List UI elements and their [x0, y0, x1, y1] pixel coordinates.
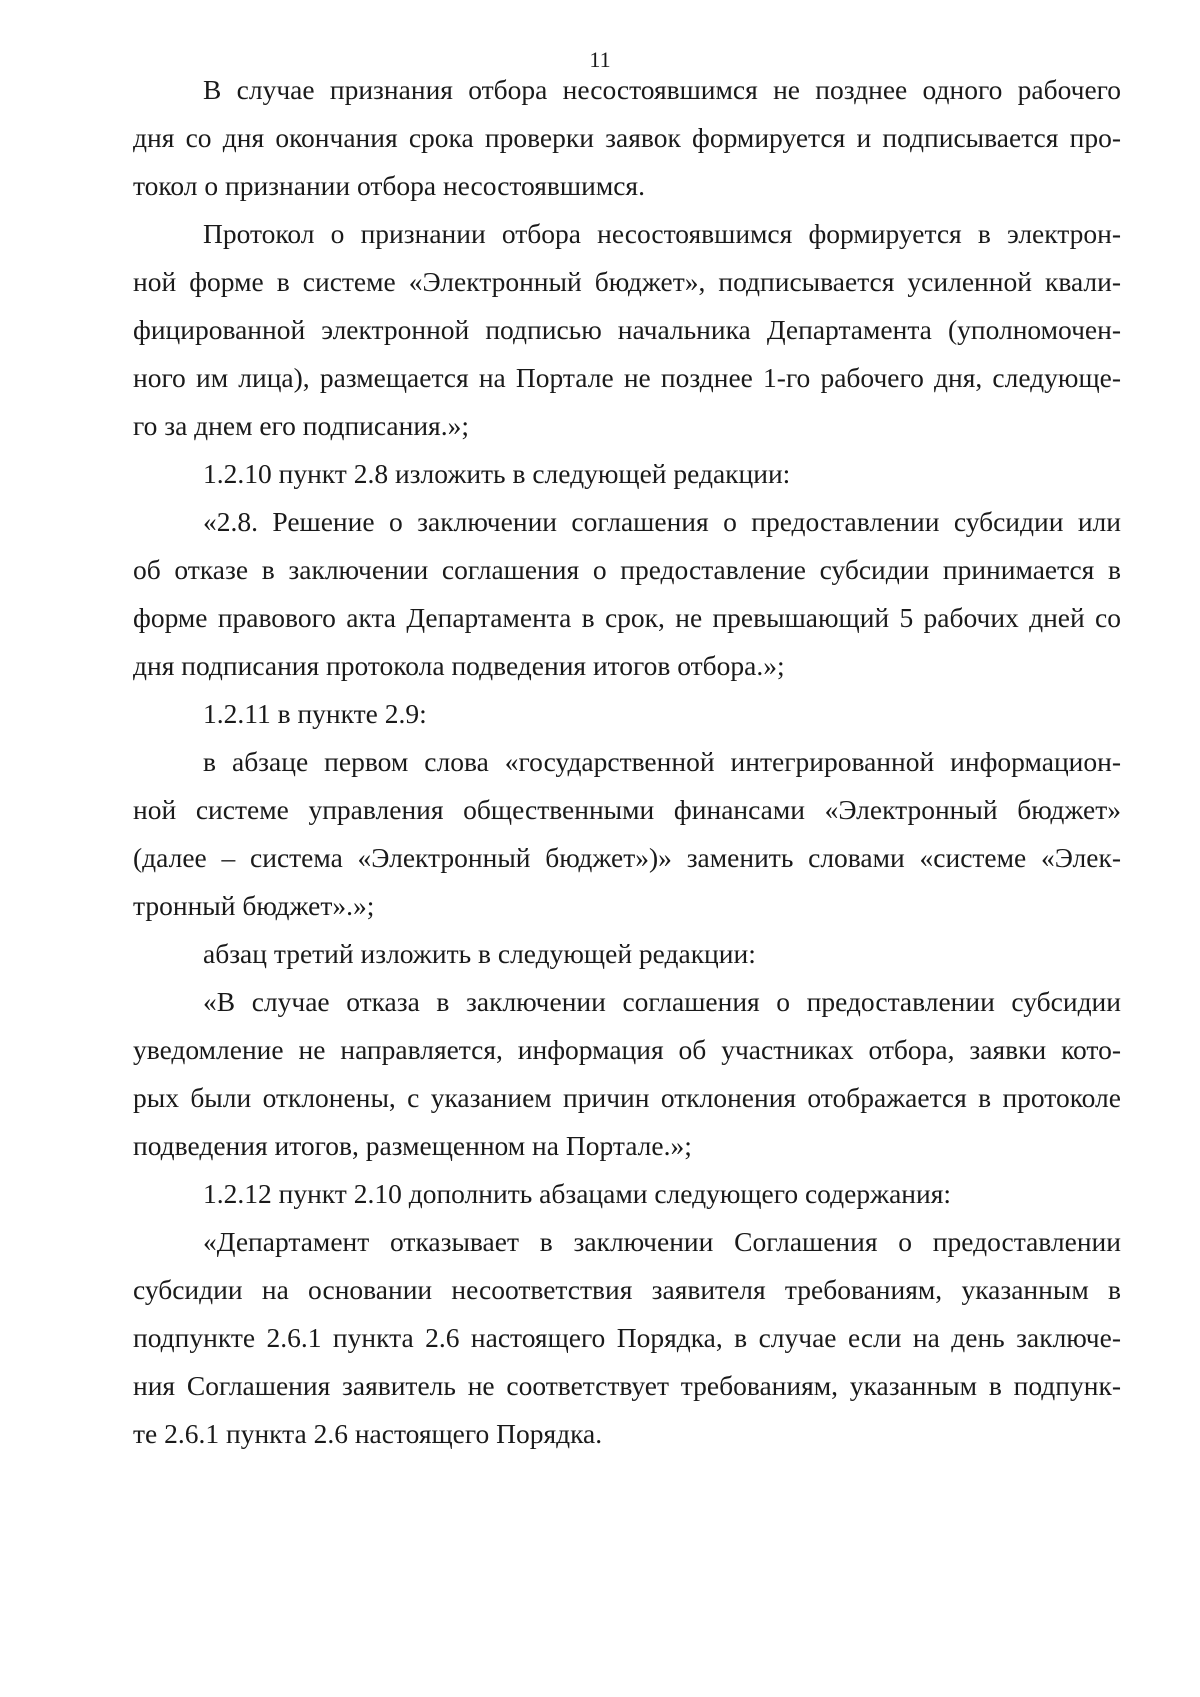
text-line: абзац третий изложить в следующей редакции: — [203, 938, 756, 969]
text-line: дня со дня окончания срока проверки заявок формируется и подписывается про- — [133, 122, 1121, 153]
text-line: го за днем его подписания.»; — [133, 410, 469, 441]
text-line: В случае признания отбора несостоявшимся не позднее одного рабочего — [203, 74, 1121, 105]
text-line: «В случае отказа в заключении соглашения о предоставлении субсидии — [203, 986, 1121, 1017]
text-line: тронный бюджет».»; — [133, 890, 375, 921]
text-line: 1.2.12 пункт 2.10 дополнить абзацами следующего содержания: — [203, 1178, 952, 1209]
text-line: об отказе в заключении соглашения о предоставление субсидии принимается в — [133, 554, 1121, 585]
text-line: форме правового акта Департамента в срок, не превышающий 5 рабочих дней со — [133, 602, 1121, 633]
text-line: ния Соглашения заявитель не соответствует требованиям, указанным в подпунк- — [133, 1370, 1121, 1401]
text-line: (далее – система «Электронный бюджет»)» заменить словами «системе «Элек- — [133, 842, 1121, 873]
page-number: 11 — [589, 47, 611, 72]
text-line: субсидии на основании несоответствия заявителя требованиям, указанным в — [133, 1274, 1121, 1305]
text-line: ной форме в системе «Электронный бюджет», подписывается усиленной квали- — [133, 266, 1121, 297]
text-line: в абзаце первом слова «государственной интегрированной информацион- — [203, 746, 1121, 777]
text-line: 1.2.11 в пункте 2.9: — [203, 698, 427, 729]
text-line: ного им лица), размещается на Портале не позднее 1-го рабочего дня, следующе- — [133, 362, 1121, 393]
document-body — [133, 66, 1121, 1458]
text-line: «Департамент отказывает в заключении Соглашения о предоставлении — [203, 1226, 1121, 1257]
text-line: дня подписания протокола подведения итогов отбора.»; — [133, 650, 785, 681]
text-line: 1.2.10 пункт 2.8 изложить в следующей редакции: — [203, 458, 791, 489]
text-line: уведомление не направляется, информация об участниках отбора, заявки кото- — [133, 1034, 1121, 1065]
text-line: фицированной электронной подписью начальника Департамента (уполномочен- — [133, 314, 1121, 345]
text-line: ной системе управления общественными финансами «Электронный бюджет» — [133, 794, 1121, 825]
text-line: «2.8. Решение о заключении соглашения о предоставлении субсидии или — [203, 506, 1121, 537]
text-line: подпункте 2.6.1 пункта 2.6 настоящего Порядка, в случае если на день заключе- — [133, 1322, 1121, 1353]
text-line: Протокол о признании отбора несостоявшимся формируется в электрон- — [203, 218, 1121, 249]
text-line: те 2.6.1 пункта 2.6 настоящего Порядка. — [133, 1418, 603, 1449]
text-line: рых были отклонены, с указанием причин отклонения отображается в протоколе — [133, 1082, 1121, 1113]
text-line: подведения итогов, размещенном на Портале.»; — [133, 1130, 692, 1161]
text-line: токол о признании отбора несостоявшимся. — [133, 170, 645, 201]
